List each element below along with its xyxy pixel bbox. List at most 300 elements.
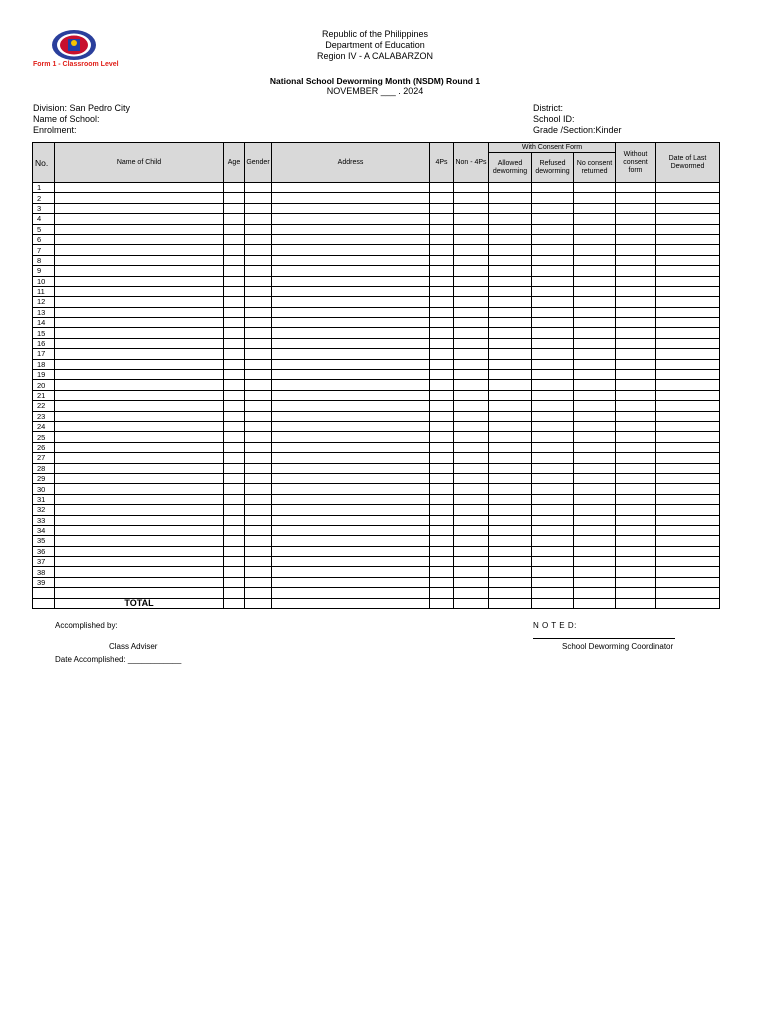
table-cell [454,203,489,213]
row-number: 29 [33,473,55,483]
table-cell [532,380,574,390]
table-cell [574,214,616,224]
table-cell [532,588,574,598]
row-number: 19 [33,370,55,380]
table-cell [656,286,720,296]
table-cell [272,328,430,338]
table-cell [489,453,532,463]
table-cell [430,401,454,411]
table-cell [489,401,532,411]
header-line-region: Region IV - A CALABARZON [316,51,434,61]
table-cell [656,183,720,193]
table-cell [55,245,224,255]
table-cell [430,505,454,515]
table-cell [532,598,574,608]
table-cell [532,276,574,286]
table-cell [616,359,656,369]
table-cell [656,557,720,567]
table-cell [574,203,616,213]
row-number: 15 [33,328,55,338]
table-cell [454,463,489,473]
table-cell [616,557,656,567]
table-cell [224,442,245,452]
table-cell [272,567,430,577]
table-cell [532,567,574,577]
table-cell [224,318,245,328]
table-cell [430,349,454,359]
table-row [33,234,720,244]
table-cell [532,245,574,255]
table-cell [224,453,245,463]
table-cell [532,338,574,348]
table-cell [454,276,489,286]
row-number: 4 [33,214,55,224]
table-cell [430,245,454,255]
table-cell [430,318,454,328]
row-number: 5 [33,224,55,234]
table-cell [454,484,489,494]
table-row [33,203,720,213]
table-cell [55,421,224,431]
table-cell [489,505,532,515]
row-number: 20 [33,380,55,390]
table-cell [430,536,454,546]
table-cell [55,515,224,525]
table-cell [224,307,245,317]
table-row [33,473,720,483]
table-cell [616,307,656,317]
table-cell [55,411,224,421]
table-cell [245,380,272,390]
table-cell [430,193,454,203]
division-label: Division: San Pedro City [33,103,131,113]
table-cell [430,276,454,286]
table-row [33,266,720,276]
table-cell [574,432,616,442]
deworming-table [32,142,720,609]
table-cell [430,577,454,587]
table-cell [574,463,616,473]
table-cell [224,411,245,421]
table-cell [489,214,532,224]
table-cell [454,577,489,587]
table-cell [616,338,656,348]
table-cell [224,432,245,442]
table-cell [454,453,489,463]
table-cell [656,328,720,338]
table-cell [656,234,720,244]
table-cell [616,245,656,255]
table-cell [224,328,245,338]
table-cell [430,370,454,380]
table-cell [55,505,224,515]
table-cell [272,557,430,567]
table-cell [245,193,272,203]
table-cell [574,245,616,255]
table-row [33,318,720,328]
header-line-republic: Republic of the Philippines [321,29,429,39]
table-cell [574,297,616,307]
table-cell [489,494,532,504]
table-cell [656,390,720,400]
table-cell [272,370,430,380]
table-cell [574,557,616,567]
table-cell [245,494,272,504]
document-subtitle: NOVEMBER ___ . 2024 [326,86,424,96]
table-cell [272,401,430,411]
table-row [33,546,720,556]
table-cell [245,286,272,296]
table-cell [430,338,454,348]
table-cell [224,525,245,535]
table-cell [532,557,574,567]
table-cell [224,349,245,359]
table-cell [489,255,532,265]
table-cell [454,525,489,535]
table-cell [574,484,616,494]
table-cell [616,421,656,431]
col-header-name: Name of Child [55,143,224,183]
table-cell [616,505,656,515]
table-cell [272,598,430,608]
table-cell [224,515,245,525]
table-row [33,214,720,224]
table-cell [532,370,574,380]
table-cell [454,390,489,400]
table-cell [656,463,720,473]
table-cell [656,577,720,587]
table-cell [245,234,272,244]
table-cell [532,307,574,317]
table-cell [224,546,245,556]
table-cell [574,411,616,421]
table-cell [224,536,245,546]
table-cell [55,588,224,598]
table-cell [272,224,430,234]
table-cell [489,297,532,307]
table-row [33,245,720,255]
table-cell [454,505,489,515]
table-cell [430,463,454,473]
table-cell [245,224,272,234]
table-cell [454,349,489,359]
table-row [33,390,720,400]
table-cell [454,234,489,244]
table-cell [430,307,454,317]
table-cell [245,505,272,515]
table-cell [55,536,224,546]
table-cell [272,214,430,224]
table-cell [656,349,720,359]
table-cell [574,453,616,463]
table-cell [656,266,720,276]
table-cell [489,193,532,203]
table-cell [454,255,489,265]
table-cell [616,567,656,577]
row-number: 26 [33,442,55,452]
table-cell [574,193,616,203]
table-cell [574,349,616,359]
table-cell [272,390,430,400]
row-number: 37 [33,557,55,567]
table-cell [55,338,224,348]
total-label: TOTAL [55,598,224,608]
table-cell [532,255,574,265]
table-cell [224,359,245,369]
table-cell [55,328,224,338]
table-cell [272,505,430,515]
table-cell [224,224,245,234]
table-cell [489,338,532,348]
table-cell [454,214,489,224]
table-cell [532,234,574,244]
coordinator-label: School Deworming Coordinator [562,642,674,651]
table-cell [55,193,224,203]
col-header-with-consent: With Consent Form [489,143,616,153]
table-cell [245,598,272,608]
table-cell [224,338,245,348]
table-cell [616,214,656,224]
table-cell [245,536,272,546]
table-cell [489,463,532,473]
table-cell [454,401,489,411]
row-number: 9 [33,266,55,276]
table-cell [245,390,272,400]
row-number: 28 [33,463,55,473]
table-cell [489,224,532,234]
table-cell [430,328,454,338]
table-cell [245,328,272,338]
row-number: 33 [33,515,55,525]
table-cell [272,421,430,431]
table-cell [245,473,272,483]
table-cell [430,214,454,224]
row-number: 11 [33,286,55,296]
col-header-gender: Gender [245,143,272,183]
table-cell [272,359,430,369]
table-cell [489,536,532,546]
table-cell [55,390,224,400]
table-cell [430,453,454,463]
table-row [33,421,720,431]
table-cell [574,390,616,400]
table-cell [224,255,245,265]
table-cell [224,577,245,587]
table-cell [454,473,489,483]
table-row-blank [33,588,720,598]
table-cell [489,588,532,598]
table-cell [656,318,720,328]
table-cell [616,494,656,504]
table-cell [224,401,245,411]
row-number: 30 [33,484,55,494]
table-cell [574,266,616,276]
table-cell [224,598,245,608]
table-cell [272,349,430,359]
table-cell [489,328,532,338]
table-cell [454,338,489,348]
table-cell [55,224,224,234]
table-cell [616,224,656,234]
table-row [33,401,720,411]
table-cell [272,442,430,452]
table-cell [532,203,574,213]
table-cell [532,453,574,463]
table-cell [574,370,616,380]
table-row [33,484,720,494]
table-cell [224,286,245,296]
table-cell [616,401,656,411]
table-cell [245,307,272,317]
table-cell [245,411,272,421]
table-cell [616,598,656,608]
table-cell [656,484,720,494]
row-number: 1 [33,183,55,193]
table-cell [454,494,489,504]
row-number: 10 [33,276,55,286]
row-number: 38 [33,567,55,577]
table-cell [656,588,720,598]
table-cell [272,297,430,307]
row-number: 12 [33,297,55,307]
table-cell [616,536,656,546]
table-row [33,536,720,546]
table-cell [489,546,532,556]
header-line-department: Department of Education [325,40,425,50]
table-cell [272,577,430,587]
table-cell [224,276,245,286]
table-cell [574,536,616,546]
table-cell [616,473,656,483]
table-cell [616,276,656,286]
table-cell [489,245,532,255]
table-cell [430,598,454,608]
table-cell [454,193,489,203]
table-cell [489,370,532,380]
table-cell [616,442,656,452]
table-cell [656,338,720,348]
row-number: 3 [33,203,55,213]
table-cell [489,473,532,483]
table-cell [574,588,616,598]
col-header-allowed: Allowed deworming [489,153,532,183]
table-cell [430,286,454,296]
table-cell [245,421,272,431]
table-cell [272,588,430,598]
table-cell [532,473,574,483]
col-header-non-4ps: Non - 4Ps [454,143,489,183]
table-cell [272,338,430,348]
table-cell [454,307,489,317]
table-cell [245,567,272,577]
table-cell [224,203,245,213]
table-cell [55,286,224,296]
table-cell [224,421,245,431]
table-cell [656,224,720,234]
table-cell [656,307,720,317]
table-cell [272,473,430,483]
table-cell [454,286,489,296]
row-number: 25 [33,432,55,442]
table-cell [245,183,272,193]
table-cell [55,525,224,535]
table-cell [430,234,454,244]
school-name-label: Name of School: [33,114,100,124]
table-cell [489,203,532,213]
table-cell [489,349,532,359]
table-cell [55,463,224,473]
table-body [33,183,720,609]
table-cell [656,494,720,504]
table-cell [532,266,574,276]
table-cell [616,297,656,307]
table-cell [245,318,272,328]
table-cell [574,421,616,431]
table-cell [245,453,272,463]
district-label: District: [533,103,563,113]
table-cell [489,307,532,317]
table-cell [245,276,272,286]
table-cell [656,255,720,265]
table-cell [489,183,532,193]
table-cell [616,453,656,463]
table-cell [616,390,656,400]
table-cell [574,234,616,244]
col-header-refused: Refused deworming [532,153,574,183]
table-cell [574,255,616,265]
table-cell [430,442,454,452]
table-cell [656,546,720,556]
table-cell [245,525,272,535]
row-number: 22 [33,401,55,411]
table-cell [574,328,616,338]
table-cell [55,307,224,317]
table-cell [454,224,489,234]
table-cell [616,318,656,328]
table-cell [272,193,430,203]
table-cell [430,494,454,504]
table-cell [272,536,430,546]
table-row [33,442,720,452]
table-cell [454,380,489,390]
table-row [33,307,720,317]
table-cell [272,525,430,535]
table-cell [272,453,430,463]
table-row [33,359,720,369]
table-cell [224,183,245,193]
table-cell [454,183,489,193]
table-cell [489,421,532,431]
table-cell [454,557,489,567]
table-cell [55,234,224,244]
table-cell [245,349,272,359]
table-cell [616,370,656,380]
table-cell [245,577,272,587]
table-cell [224,473,245,483]
table-cell [574,515,616,525]
col-header-no-consent: No consent returned [574,153,616,183]
table-cell [55,276,224,286]
table-cell [616,203,656,213]
table-cell [574,473,616,483]
table-row [33,183,720,193]
table-cell [245,557,272,567]
table-cell [454,245,489,255]
table-cell [454,370,489,380]
row-number: 39 [33,577,55,587]
table-row [33,370,720,380]
table-cell [245,266,272,276]
